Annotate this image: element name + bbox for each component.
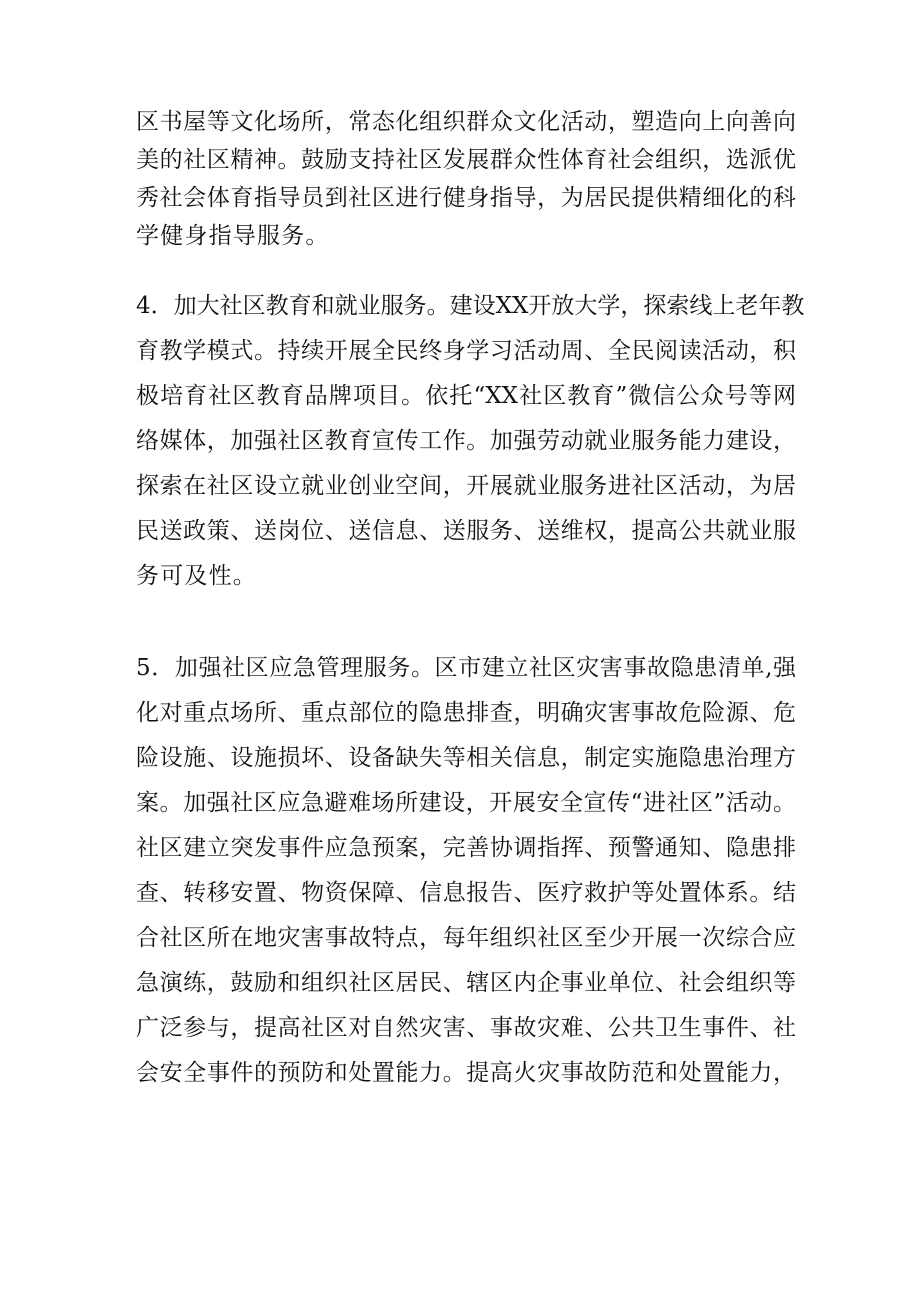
text-line: 极培育社区教育品牌项目。依托“XX社区教育”微信公众号等网 xyxy=(136,383,796,409)
text-line: 务可及性。 xyxy=(136,563,257,589)
text-line: 民送政策、送岗位、送信息、送服务、送维权，提高公共就业服 xyxy=(136,518,796,544)
text-line: 化对重点场所、重点部位的隐患排查，明确灾害事故危险源、危 xyxy=(136,700,796,726)
text-line: 络媒体，加强社区教育宣传工作。加强劳动就业服务能力建设， xyxy=(136,428,796,454)
text-line: 急演练，鼓励和组织社区居民、辖区内企事业单位、社会组织等 xyxy=(136,970,796,996)
text-line: 险设施、设施损坏、设备缺失等相关信息，制定实施隐患治理方 xyxy=(136,745,796,771)
text-line: 5．加强社区应急管理服务。区市建立社区灾害事故隐患清单,强 xyxy=(136,655,796,681)
text-line: 社区建立突发事件应急预案，完善协调指挥、预警通知、隐患排 xyxy=(136,835,796,861)
text-line: 探索在社区设立就业创业空间，开展就业服务进社区活动，为居 xyxy=(136,473,796,499)
text-line: 美的社区精神。鼓励支持社区发展群众性体育社会组织，选派优 xyxy=(136,147,796,173)
text-line: 育教学模式。持续开展全民终身学习活动周、全民阅读活动，积 xyxy=(136,338,796,364)
text-line: 学健身指导服务。 xyxy=(136,223,330,249)
text-line: 秀社会体育指导员到社区进行健身指导，为居民提供精细化的科 xyxy=(136,185,796,211)
text-line: 查、转移安置、物资保障、信息报告、医疗救护等处置体系。结 xyxy=(136,880,796,906)
text-line: 区书屋等文化场所，常态化组织群众文化活动，塑造向上向善向 xyxy=(136,109,796,135)
text-line: 案。加强社区应急避难场所建设，开展安全宣传“进社区”活动。 xyxy=(136,790,796,816)
text-line: 广泛参与，提高社区对自然灾害、事故灾难、公共卫生事件、社 xyxy=(136,1015,796,1041)
text-line: 4．加大社区教育和就业服务。建设XX开放大学，探索线上老年教 xyxy=(136,293,805,319)
text-line: 会安全事件的预防和处置能力。提高火灾事故防范和处置能力， xyxy=(136,1060,796,1086)
text-line: 合社区所在地灾害事故特点，每年组织社区至少开展一次综合应 xyxy=(136,925,796,951)
